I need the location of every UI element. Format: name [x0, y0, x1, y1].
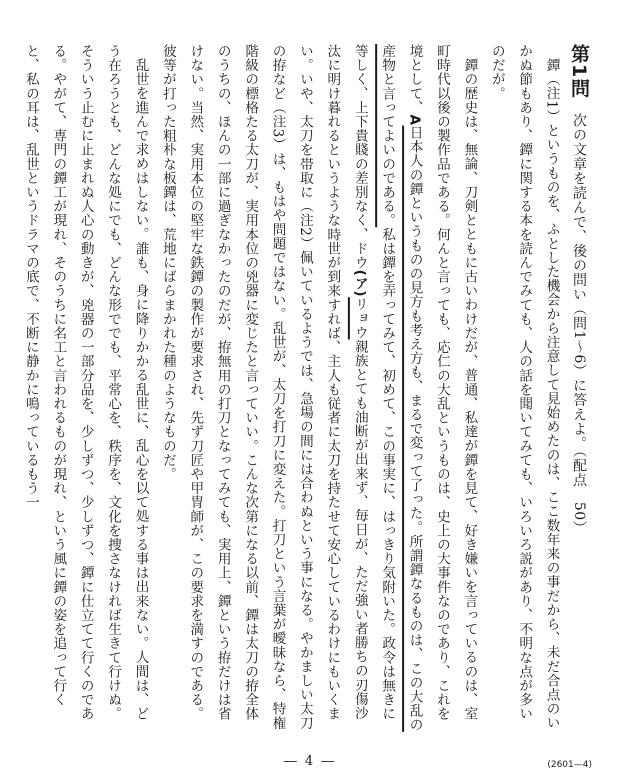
paragraph-1: 鐔（注1）というものを、ふとした機会から注意して見始めたのは、ここ数年来の事だから、未だ合点のいかぬ節もあり、鐔に関する本を読んでみても、人の話を聞いてみても、いろいろ説があり、不明な点が多いのだが。 — [488, 44, 560, 730]
paragraph-2-continued: 私は鐔を弄ってみて、初めて、この事実に、はっきり気附いた。政令は無きに等しく、上下貴賤の差別なく、ドウ — [351, 44, 396, 721]
paragraph-2 — [154, 44, 483, 732]
question-instruction: 次の文章を読んで、後の問い（問1〜6）に答えよ。（配点 50） — [571, 113, 587, 536]
marker-katakana-a: (ア) — [351, 269, 368, 298]
paragraph-3: 乱世を進んで求めはしない。誰も、身に降りかかる乱世に、乱心を以て処する事は出来ない。人間は、どう在ろうとも、どんな処にでも、どんな形ででも、平常心を、秩序を、文化を捜さなければ生きて行けぬ。そういう止むに止まれぬ人心の動きが、兇器の一部分品を、少しずつ、少しずつ、鐔に仕立てて行くのである。やがて、専門の鐔工が現れ、そのうちに名工と言われるものが現れ、という風に鐔の姿を追って行くと、私の耳は、乱世というドラマの底で、不断に静かに鳴っているもう一 — [22, 44, 149, 721]
underlined-passage-a: 日本人の鐔というものの見方も考え方も、まるで変って了った。所謂鐔なるものは、この大乱の産物と言ってよいのである。 — [379, 44, 423, 732]
paragraph-2-rest: 親族とても油断が出来ず、毎日が、ただ強い者勝ちの刃傷沙汰に明け暮れるというような時世が到来すれば、主人も従者に太刀を持たせて安心しているわけにもいくまい。いや、太刀を帯取に（注2）佩いているようでは、急場の間には合わぬという事になる。やかましい太刀の拵など（注3）は、もはや問題ではない。乱世が、太刀を打刀に変えた。打刀という言葉が曖昧なら、特権階級の標格たる太刀が、実用本位の兇器に変じたと言っていい。こんな次第になる以前、鐔は太刀の拵全体のうちの、ほんの一部に過ぎなかったのだが、拵無用の打刀となってみても、実用上、鐔という拵だけは省けない。当然、実用本位の堅牢な鉄鐔の製作が要求され、先ず刀匠や甲冑師が、この要求を満すのである。彼等が打った粗朴な板鐔は、荒地にばらまかれた種のようなものだ。 — [159, 44, 368, 730]
exam-code: (2601—4) — [547, 760, 592, 770]
katakana-word-a: リョウ — [351, 297, 368, 340]
question-number: 第1問 — [568, 44, 590, 99]
paragraph-2-text: 鐔の歴史は、無論、刀剣とともに古いわけだが、普通、私達が鐔を見て、好き嫌いを言っているのは、室町時代以後の製作品である。何んと言っても、応仁の大乱というものは、史上の大事件なのであり、これを境として、 — [406, 44, 478, 721]
vertical-text-block — [22, 44, 592, 732]
question-header — [565, 44, 592, 732]
page-number: ― 4 ― — [283, 754, 337, 769]
underline-marker-a: A — [406, 114, 423, 126]
